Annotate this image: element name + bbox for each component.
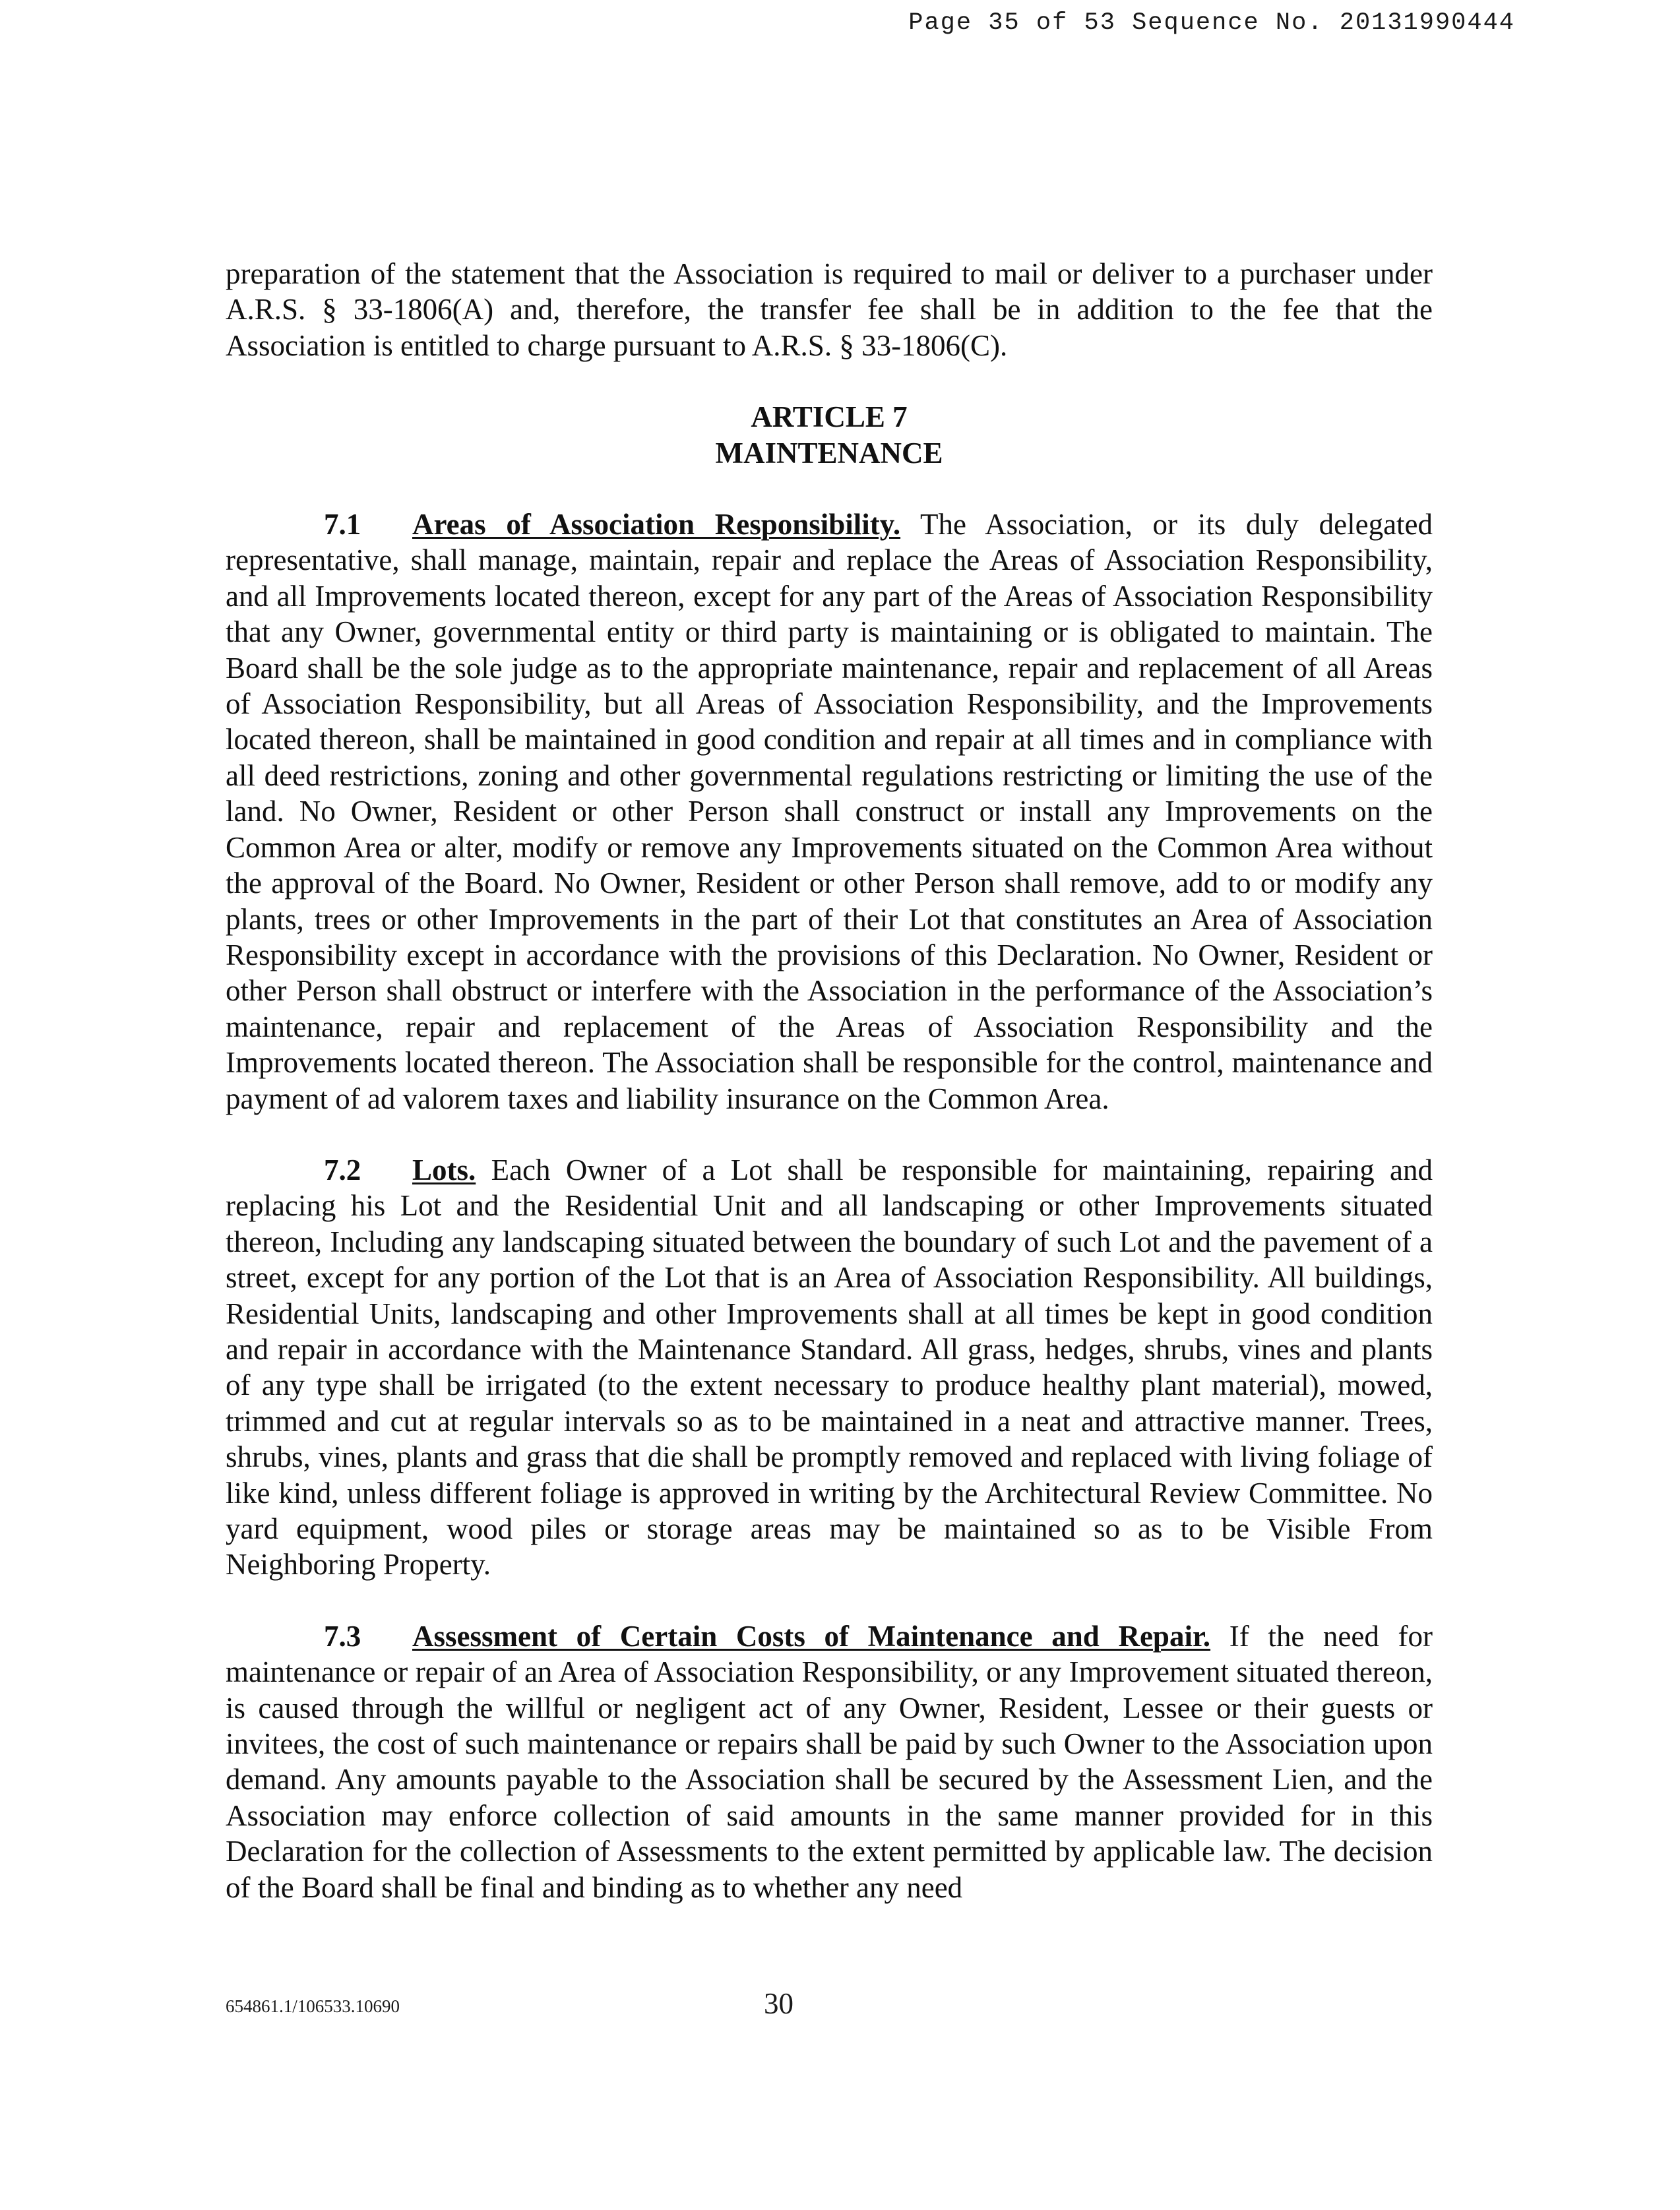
page-number: 30: [764, 1987, 793, 2020]
section-7-2: [226, 1152, 1433, 1583]
continuation-paragraph: preparation of the statement that the Association is required to mail or deliver to a purchaser under A.R.S. § 33-1806(A) and, therefore, the transfer fee shall be in addition to the fee that the Association is entitled to charge pursuant to A.R.S. § 33-1806(C).: [226, 257, 1433, 362]
section-title: Lots.: [412, 1153, 476, 1186]
article-number: ARTICLE 7: [751, 400, 908, 434]
section-7-1: [226, 506, 1433, 1117]
section-title: Assessment of Certain Costs of Maintenance and Repair.: [412, 1619, 1211, 1653]
article-heading: [226, 399, 1433, 471]
section-7-3: [226, 1618, 1433, 1905]
section-title: Areas of Association Responsibility.: [412, 508, 901, 541]
section-number: 7.3: [324, 1619, 361, 1653]
section-text: Each Owner of a Lot shall be responsible for maintaining, repairing and replacing his Lot and the Residential Unit and all landscaping or other Improvements situated thereon, Including any landscaping situated between the boundary of such Lot and the pavement of a street, except for any portion of the Lot that is an Area of Association Responsibility. All buildings, Residential Units, landscaping and other Improvements shall at all times be kept in good condition and repair in accordance with the Maintenance Standard. All grass, hedges, shrubs, vines and plants of any type shall be irrigated (to the extent necessary to produce healthy plant material), mowed, trimmed and cut at regular intervals so as to be maintained in a neat and attractive manner. Trees, shrubs, vines, plants and grass that die shall be promptly removed and replaced with living foliage of like kind, unless different foliage is approved in writing by the Architectural Review Committee. No yard equipment, wood piles or storage areas may be maintained so as to be Visible From Neighboring Property.: [226, 1153, 1433, 1581]
document-number: 654861.1/106533.10690: [226, 1996, 400, 2016]
section-number: 7.2: [324, 1153, 361, 1186]
section-number: 7.1: [324, 508, 361, 541]
section-text: If the need for maintenance or repair of an Area of Association Responsibility, or any Improvement situated thereon, is caused through the willful or negligent act of any Owner, Resident, Lessee or their guests or invitees, the cost of such maintenance or repairs shall be paid by such Owner to the Association upon demand. Any amounts payable to the Association shall be secured by the Assessment Lien, and the Association may enforce collection of said amounts in the same manner provided for in this Declaration for the collection of Assessments to the extent permitted by applicable law. The decision of the Board shall be final and binding as to whether any need: [226, 1619, 1433, 1904]
document-body: [226, 256, 1433, 1905]
section-text: The Association, or its duly delegated representative, shall manage, maintain, repair and replace the Areas of Association Responsibility, and all Improvements located thereon, except for any part of the Areas of Association Responsibility that any Owner, governmental entity or third party is maintaining or is obligated to maintain. The Board shall be the sole judge as to the appropriate maintenance, repair and replacement of all Areas of Association Responsibility, but all Areas of Association Responsibility, and the Improvements located thereon, shall be maintained in good condition and repair at all times and in compliance with all deed restrictions, zoning and other governmental regulations restricting or limiting the use of the land. No Owner, Resident or other Person shall construct or install any Improvements on the Common Area or alter, modify or remove any Improvements situated on the Common Area without the approval of the Board. No Owner, Resident or other Person shall remove, add to or modify any plants, trees or other Improvements in the part of their Lot that constitutes an Area of Association Responsibility except in accordance with the provisions of this Declaration. No Owner, Resident or other Person shall obstruct or interfere with the Association in the performance of the Association’s maintenance, repair and replacement of the Areas of Association Responsibility and the Improvements located thereon. The Association shall be responsible for the control, maintenance and payment of ad valorem taxes and liability insurance on the Common Area.: [226, 508, 1433, 1115]
article-title: MAINTENANCE: [715, 436, 943, 470]
page-sequence-stamp: Page 35 of 53 Sequence No. 20131990444: [908, 9, 1515, 37]
